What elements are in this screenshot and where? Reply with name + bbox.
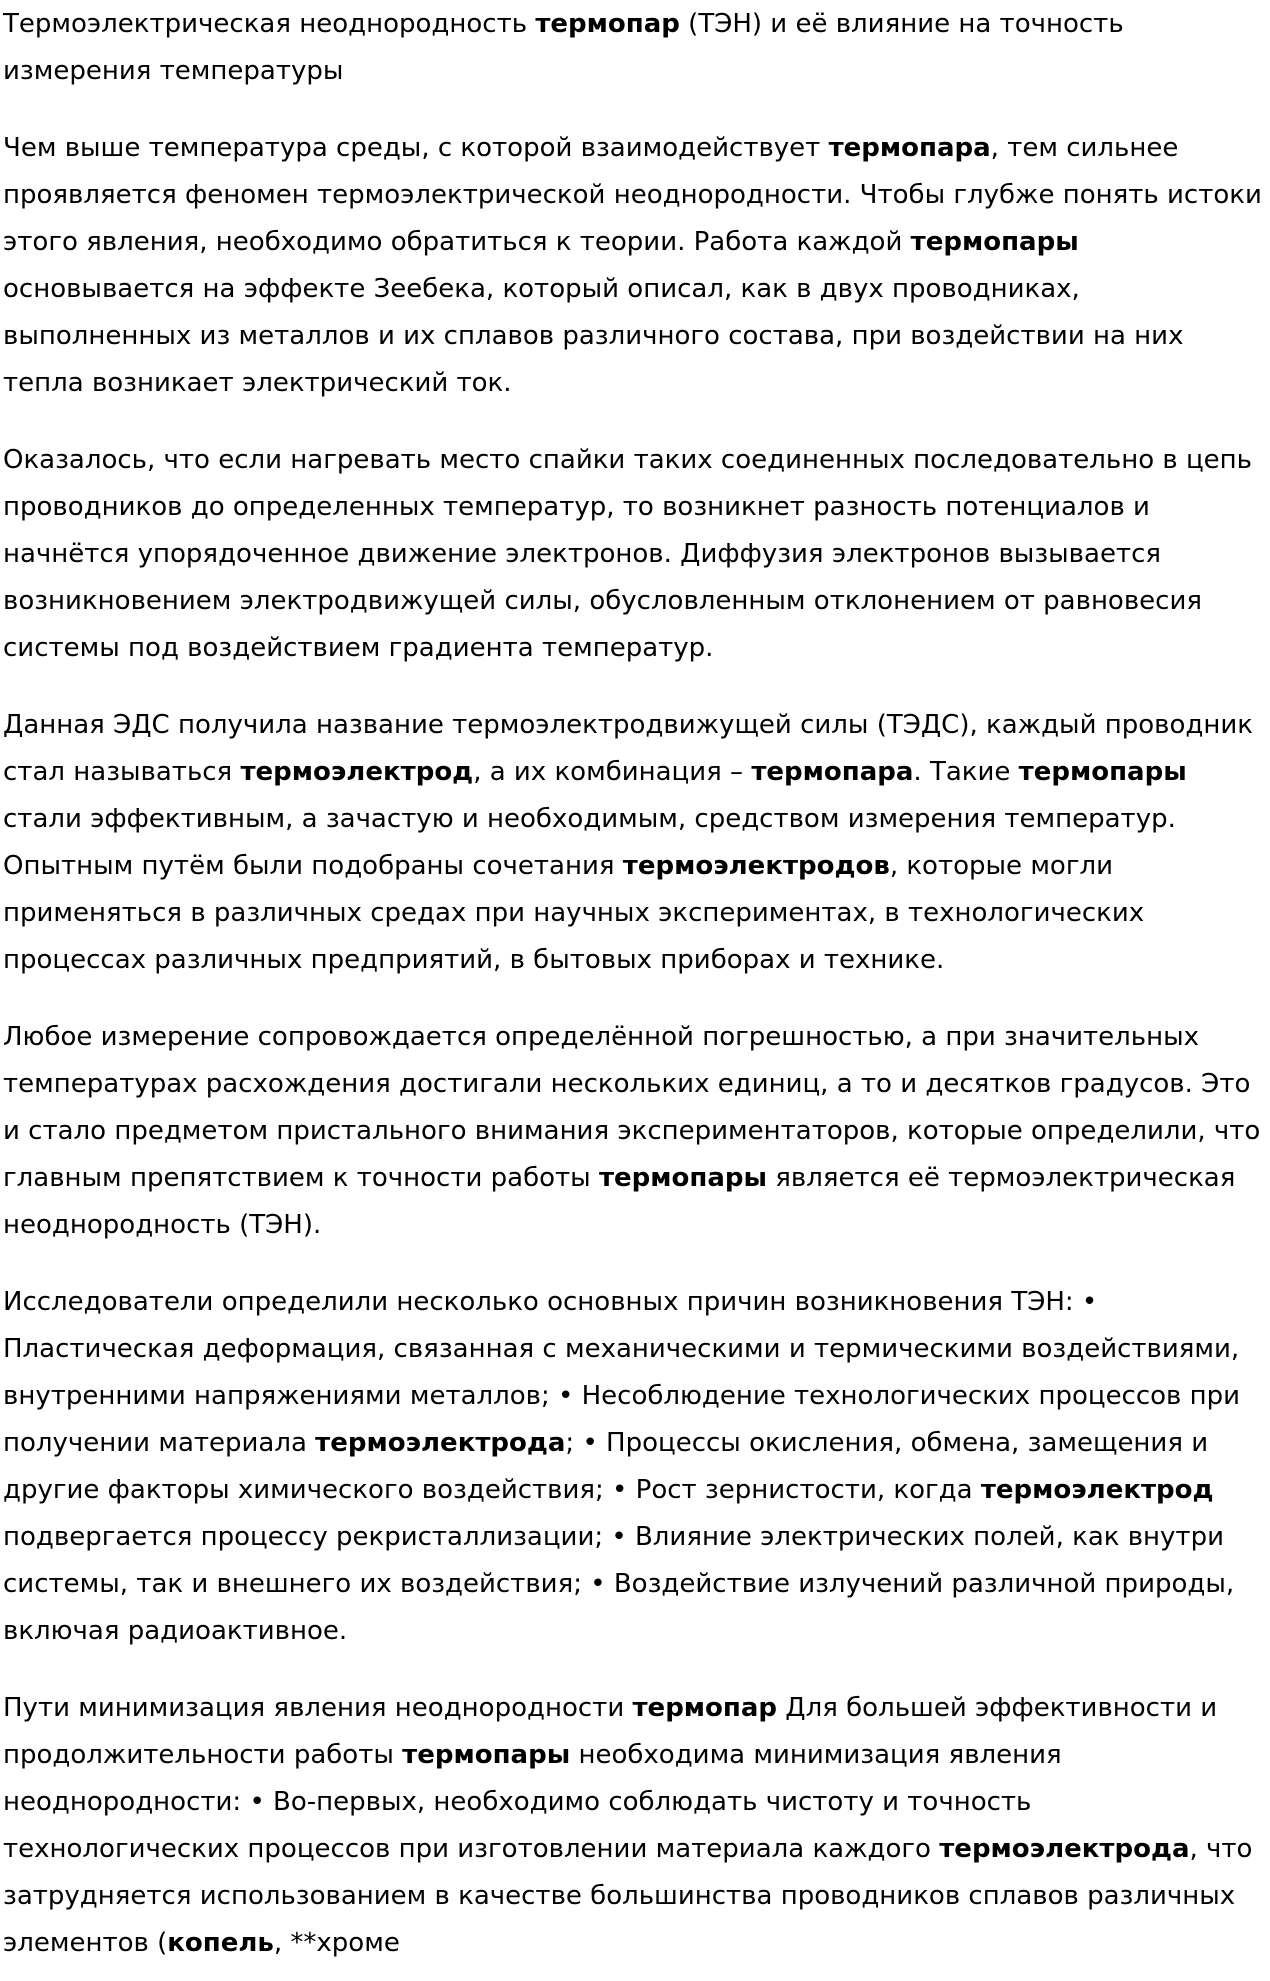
text-run: основывается на эффекте Зеебека, который описал, как в двух проводниках, выполненных из металлов и их сплавов различного состава, при воздействии на них тепла возникает электрический ток. (3, 274, 1184, 398)
text-run: , что затрудняется использованием в качестве большинства проводников сплавов различных элементов ( (3, 1834, 1253, 1958)
text-run: Пути минимизация явления неоднородности (3, 1693, 633, 1723)
bold-term: копель (167, 1928, 274, 1958)
text-run: Данная ЭДС получила название термоэлектродвижущей силы (ТЭДС), каждый проводник стал называться (3, 710, 1253, 787)
text-run: , тем сильнее проявляется феномен термоэлектрической неоднородности. Чтобы глубже понять истоки этого явления, необходимо обратиться к теории. Работа каждой (3, 133, 1262, 257)
text-run: Чем выше температура среды, с которой взаимодействует (3, 133, 829, 163)
text-run: , а их комбинация – (473, 757, 752, 787)
bold-term: термопар (632, 1693, 778, 1723)
text-run: , которые могли применяться в различных средах при научных экспериментах, в технологических процессах различных предприятий, в бытовых приборах и технике. (3, 851, 1145, 975)
text-run: Оказалось, что если нагревать место спайки таких соединенных последовательно в цепь проводников до определенных температур, то возникнет разность потенциалов и начнётся упорядоченное движение электронов. Диффузия электронов вызывается возникновением электродвижущей силы, обусловленным отклонением от равновесия системы под воздействием градиента температур. (3, 445, 1252, 663)
bold-term: термоэлектрод (240, 757, 474, 787)
text-run: является её термоэлектрическая неоднородность (ТЭН). (3, 1163, 1236, 1240)
text-run: Любое измерение сопровождается определённой погрешностью, а при значительных температурах расхождения достигали нескольких единиц, а то и десятков градусов. Это и стало предметом пристального внимания экспериментаторов, которые определили, что главным препятствием к точности работы (3, 1022, 1261, 1193)
text-run: Для большей эффективности и продолжительности работы (3, 1693, 1218, 1770)
text-run: , **хроме (273, 1928, 400, 1958)
bold-term: термопар (535, 9, 680, 39)
bold-term: термоэлектродов (622, 851, 890, 881)
text-run: . Такие (913, 757, 1019, 787)
paragraph-minimization (3, 1685, 1269, 1967)
title-paragraph (3, 1, 1269, 95)
text-run: стали эффективным, а зачастую и необходимым, средством измерения температур. Опытным путём были подобраны сочетания (3, 804, 1176, 881)
bold-term: термоэлектрода (939, 1834, 1190, 1864)
bold-term: термопара (828, 133, 991, 163)
paragraph-teds (3, 702, 1269, 984)
paragraph-accuracy (3, 1014, 1269, 1249)
paragraph-causes (3, 1279, 1269, 1655)
bold-term: термопары (402, 1740, 571, 1770)
bold-term: термопара (751, 757, 914, 787)
bold-term: термоэлектрода (315, 1428, 566, 1458)
bold-term: термоэлектрод (980, 1475, 1214, 1505)
bold-term: термопары (598, 1163, 768, 1193)
text-run: ; • Процессы окисления, обмена, замещения и другие факторы химического воздействия; • Рост зернистости, когда (3, 1428, 1209, 1505)
paragraph-seebeck (3, 125, 1269, 407)
text-run: необходима минимизация явления неоднородности: • Во-первых, необходимо соблюдать чистоту и точность технологических процессов при изготовлении материала каждого (3, 1740, 1062, 1864)
bold-term: термопары (1018, 757, 1187, 787)
text-run: Термоэлектрическая неоднородность (3, 9, 536, 39)
text-run: Исследователи определили несколько основных причин возникновения ТЭН: • Пластическая деформация, связанная с механическими и термическими воздействиями, внутренними напряжениями металлов; • Несоблюдение технологических процессов при получении материала (3, 1287, 1241, 1458)
text-run: (ТЭН) и её влияние на точность измерения температуры (3, 9, 1124, 86)
text-run: подвергается процессу рекристаллизации; • Влияние электрических полей, как внутри системы, так и внешнего их воздействия; • Воздействие излучений различной природы, включая радиоактивное. (3, 1522, 1235, 1646)
paragraph-electrons (3, 437, 1269, 672)
bold-term: термопары (910, 227, 1079, 257)
text-document (3, 1, 1269, 1967)
